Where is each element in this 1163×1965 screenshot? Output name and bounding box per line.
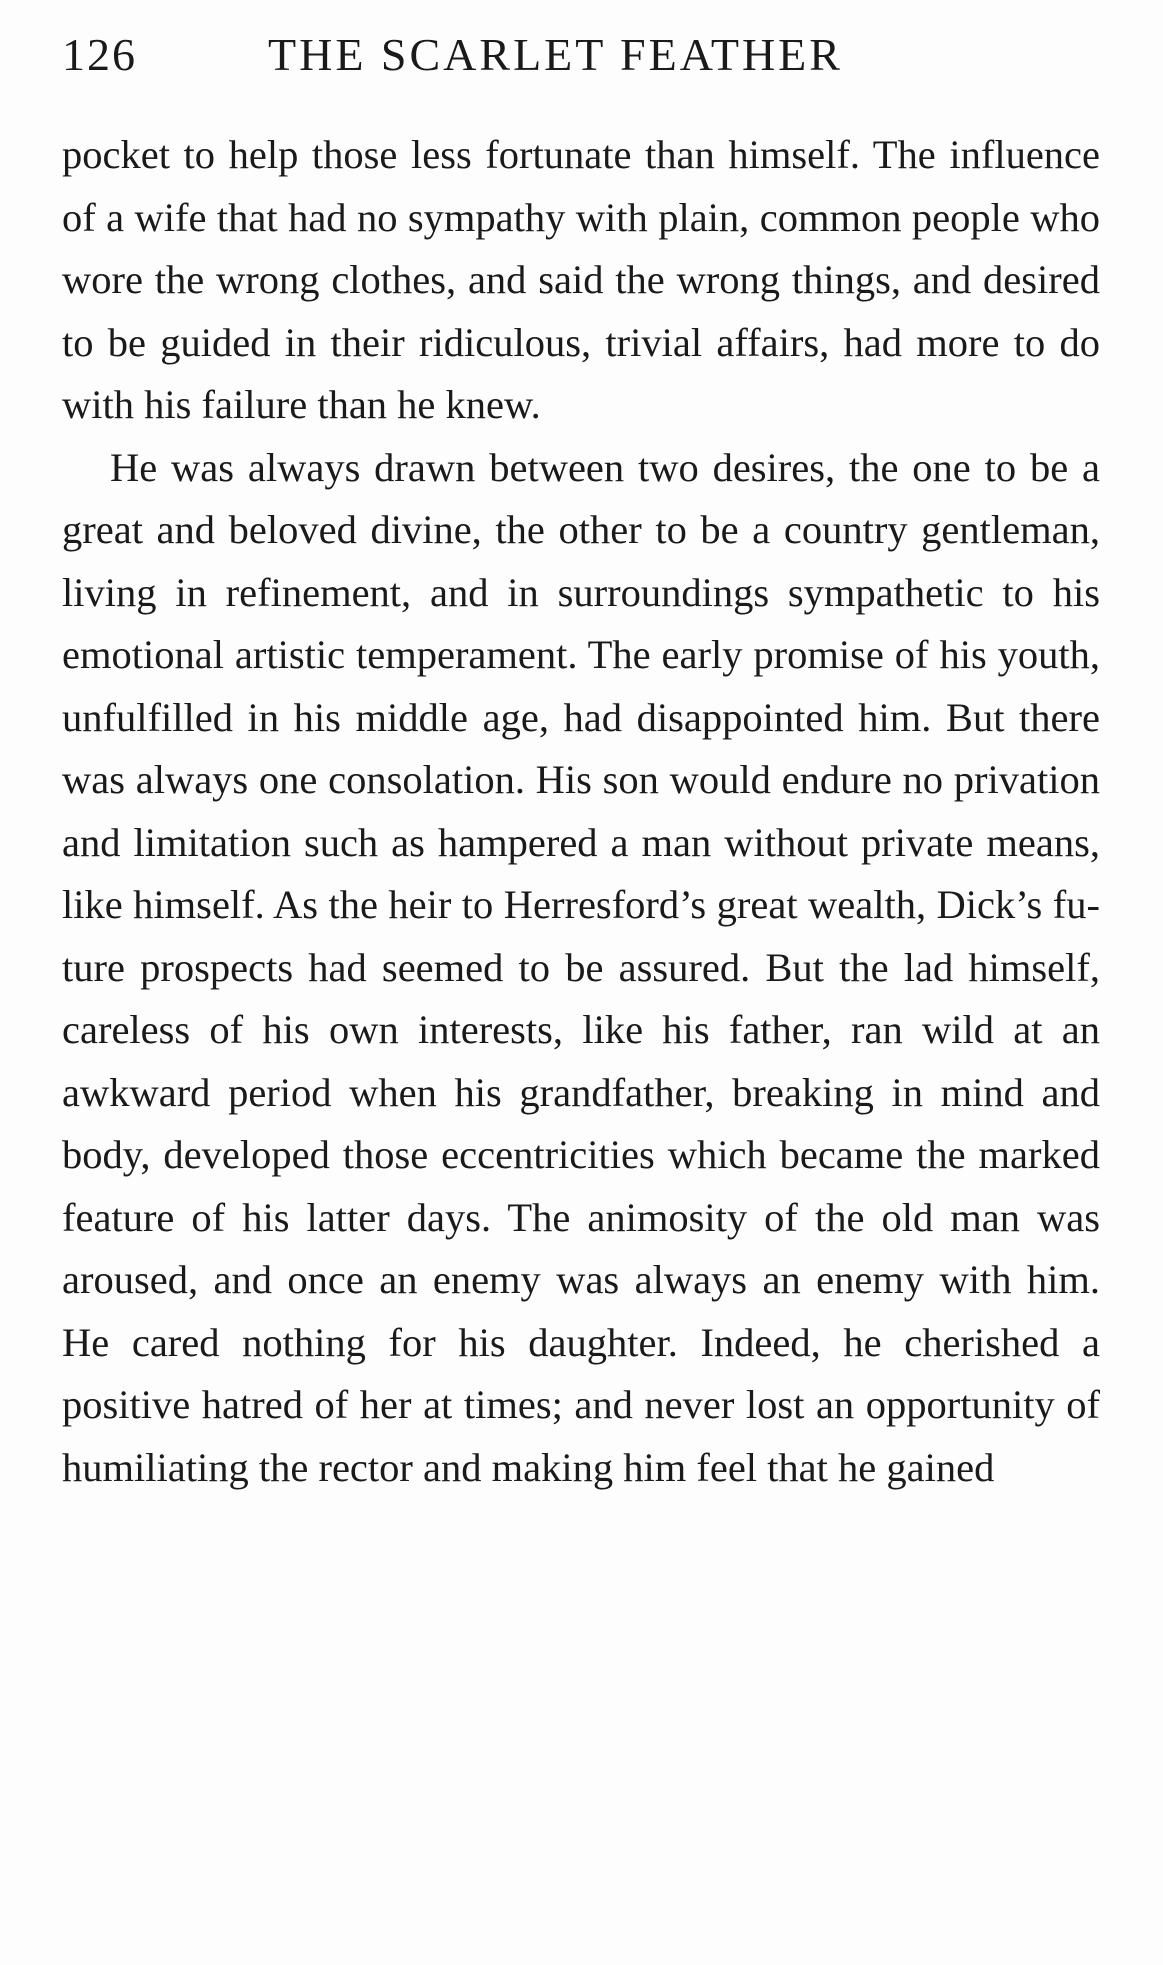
running-title: THE SCARLET FEATHER bbox=[268, 29, 843, 80]
paragraph-continuation: pocket to help those less fortunate than himself. The influence of a wife that had no sympathy with plain, common people who wore the wrong clothes, and said the wrong things, and desired to be guided in their ridiculous, trivial affairs, had more to do with his failure than he knew. bbox=[62, 132, 1100, 427]
page-number: 126 bbox=[62, 29, 137, 80]
body-text bbox=[62, 124, 1100, 1499]
paragraph: He was always drawn between two desires, the one to be a great and beloved divine, the other to be a country gentleman, living in refinement, and in surroundings sympathetic to his emotional artistic temperament. The early promise of his youth, unfulfilled in his middle age, had disappointed him. But there was always one consolation. His son would endure no privation and limitation such as hampered a man without private means, like himself. As the heir to Herresford’s great wealth, Dick’s future prospects had seemed to be assured. But the lad himself, careless of his own interests, like his father, ran wild at an awkward period when his grandfather, breaking in mind and body, developed those eccentricities which became the marked feature of his latter days. The animosity of the old man was aroused, and once an enemy was always an enemy with him. He cared nothing for his daughter. Indeed, he cherished a positive hatred of her at times; and never lost an opportunity of humiliating the rector and making him feel that he gained bbox=[62, 444, 1100, 1490]
page-header bbox=[62, 28, 1112, 88]
